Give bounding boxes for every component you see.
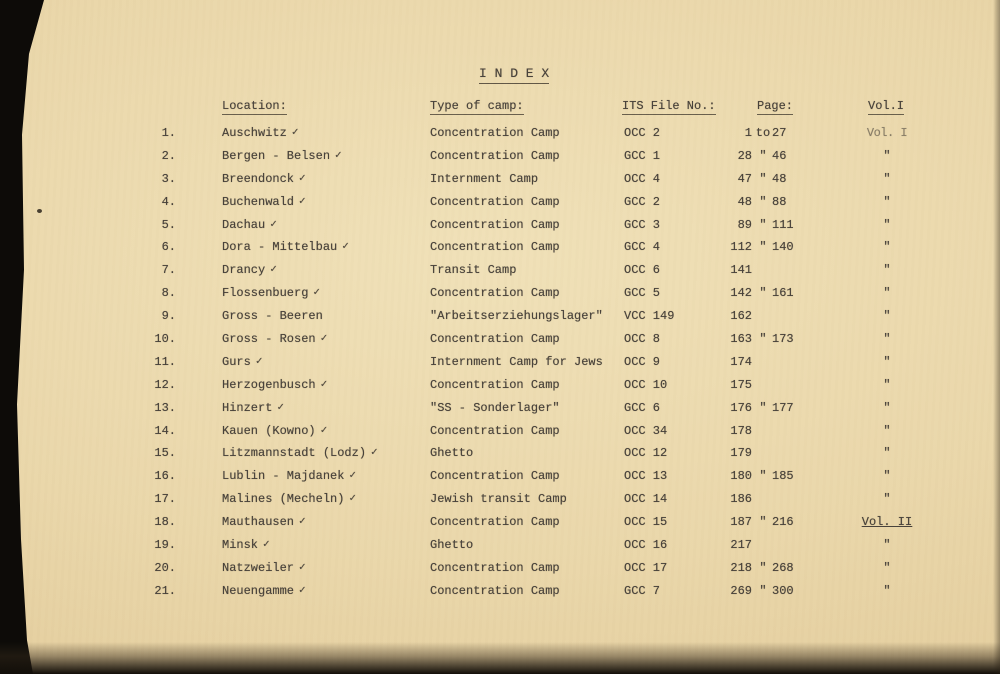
page-separator: " — [759, 194, 767, 209]
index-row — [0, 534, 1000, 557]
page-separator: " — [759, 515, 767, 530]
vol-cell: Vol. II — [861, 515, 913, 530]
scan-edge-right — [993, 0, 1000, 674]
location-cell — [222, 488, 356, 512]
index-row — [0, 282, 1000, 305]
camp-type-cell: Concentration Camp — [430, 240, 560, 255]
vol-cell: " — [883, 469, 891, 484]
page-to-cell: 185 — [772, 469, 794, 484]
page-from-cell: 47 — [737, 171, 752, 186]
row-number: 7. — [161, 263, 176, 278]
page-from-cell: 218 — [730, 560, 752, 575]
column-header-location: Location: — [222, 99, 287, 113]
camp-type-cell: Ghetto — [430, 538, 474, 553]
vol-cell: " — [883, 332, 891, 347]
index-row — [0, 397, 1000, 420]
camp-type-cell: Concentration Camp — [430, 332, 560, 347]
page-from-cell: 142 — [730, 286, 752, 301]
index-row — [0, 305, 1000, 328]
checkmark-icon: ✓ — [277, 401, 285, 414]
file-no-cell: OCC 12 — [624, 446, 668, 461]
page-separator: " — [759, 469, 767, 484]
file-no-cell: GCC 2 — [624, 194, 661, 209]
row-number: 21. — [154, 583, 176, 598]
checkmark-icon: ✓ — [299, 516, 306, 529]
location-cell — [222, 534, 270, 558]
checkmark-icon: ✓ — [270, 218, 277, 231]
row-number: 12. — [154, 377, 176, 392]
location-cell — [222, 122, 298, 146]
index-row — [0, 465, 1000, 488]
checkmark-icon: ✓ — [342, 241, 349, 254]
location-label: Hinzert — [222, 400, 273, 415]
row-number: 1. — [161, 126, 176, 140]
row-number: 19. — [154, 538, 176, 553]
vol-cell: " — [883, 583, 891, 598]
index-row — [0, 374, 1000, 397]
vol-cell: " — [883, 171, 891, 186]
location-cell — [222, 511, 306, 535]
file-no-cell: OCC 13 — [624, 469, 668, 484]
row-number: 8. — [161, 286, 176, 301]
checkmark-icon: ✓ — [349, 470, 357, 483]
vol-cell: " — [883, 309, 891, 324]
checkmark-icon: ✓ — [263, 539, 270, 552]
location-cell — [222, 580, 306, 604]
location-cell — [222, 214, 277, 238]
file-no-cell: GCC 6 — [624, 400, 661, 415]
location-label: Auschwitz — [222, 126, 287, 140]
page-from-cell: 28 — [737, 148, 752, 163]
index-row — [0, 488, 1000, 511]
checkmark-icon: ✓ — [299, 195, 306, 208]
row-number: 6. — [161, 240, 176, 255]
location-label: Gross - Beeren — [222, 309, 323, 324]
camp-type-cell: "Arbeitserziehungslager" — [430, 309, 603, 324]
file-no-cell: GCC 1 — [624, 148, 661, 163]
location-cell — [222, 191, 306, 215]
camp-type-cell: Concentration Camp — [430, 217, 560, 232]
file-no-cell: OCC 4 — [624, 171, 661, 186]
index-row — [0, 580, 1000, 603]
page-from-cell: 163 — [730, 332, 752, 347]
file-no-cell: OCC 10 — [624, 377, 668, 392]
location-cell — [222, 374, 327, 398]
camp-type-cell: Concentration Camp — [430, 126, 560, 140]
page-separator: " — [759, 560, 767, 575]
page-separator: " — [759, 171, 767, 186]
page-from-cell: 217 — [730, 538, 752, 553]
location-cell — [222, 259, 277, 283]
page-to-cell: 88 — [772, 194, 787, 209]
vol-cell: " — [883, 400, 891, 415]
row-number: 9. — [161, 309, 176, 324]
location-label: Dachau — [222, 217, 266, 232]
page-from-cell: 178 — [730, 423, 752, 438]
page-to-cell: 216 — [772, 515, 794, 530]
row-number: 2. — [161, 148, 176, 163]
camp-type-cell: Concentration Camp — [430, 515, 560, 530]
camp-type-cell: Concentration Camp — [430, 583, 560, 598]
location-label: Kauen (Kowno) — [222, 423, 316, 438]
index-row — [0, 214, 1000, 237]
camp-type-cell: Transit Camp — [430, 263, 517, 278]
row-number: 4. — [161, 194, 176, 209]
camp-type-cell: Internment Camp — [430, 171, 539, 186]
column-header-type: Type of camp: — [430, 99, 524, 113]
location-cell — [222, 351, 262, 375]
file-no-cell: GCC 3 — [624, 217, 661, 232]
index-row — [0, 191, 1000, 214]
scan-speck — [37, 209, 42, 213]
location-label: Gross - Rosen — [222, 332, 316, 347]
page-from-cell: 112 — [730, 240, 752, 255]
index-row — [0, 122, 1000, 145]
index-row — [0, 259, 1000, 282]
file-no-cell: OCC 34 — [624, 423, 668, 438]
checkmark-icon: ✓ — [291, 127, 299, 139]
page-separator: " — [759, 148, 767, 163]
location-label: Mauthausen — [222, 515, 295, 530]
index-table — [0, 122, 1000, 603]
page-from-cell: 162 — [730, 309, 752, 324]
location-label: Lublin - Majdanek — [222, 469, 345, 484]
camp-type-cell: Concentration Camp — [430, 560, 560, 575]
checkmark-icon: ✓ — [371, 447, 378, 460]
page-to-cell: 27 — [772, 126, 787, 140]
page-separator: " — [759, 286, 767, 301]
page-from-cell: 269 — [730, 583, 752, 598]
index-row — [0, 351, 1000, 374]
camp-type-cell: Ghetto — [430, 446, 474, 461]
location-label: Minsk — [222, 538, 259, 553]
location-cell — [222, 420, 327, 444]
location-label: Neuengamme — [222, 583, 295, 598]
page-from-cell: 187 — [730, 515, 752, 530]
vol-cell: " — [883, 148, 891, 163]
file-no-cell: GCC 7 — [624, 583, 661, 598]
page-from-cell: 141 — [730, 263, 752, 278]
page-from-cell: 179 — [730, 446, 752, 461]
file-no-cell: OCC 14 — [624, 492, 668, 507]
page-separator: to — [755, 126, 771, 140]
column-header-file-no: ITS File No.: — [622, 99, 716, 113]
page-title: I N D E X — [479, 66, 549, 84]
checkmark-icon: ✓ — [320, 424, 328, 437]
index-row — [0, 511, 1000, 534]
page-to-cell: 161 — [772, 286, 794, 301]
vol-cell: " — [883, 354, 891, 369]
location-cell — [222, 168, 306, 192]
location-label: Drancy — [222, 263, 266, 278]
page-from-cell: 186 — [730, 492, 752, 507]
location-label: Herzogenbusch — [222, 377, 316, 392]
column-header-page: Page: — [757, 99, 794, 113]
checkmark-icon: ✓ — [255, 355, 263, 368]
checkmark-icon: ✓ — [299, 561, 306, 574]
camp-type-cell: Concentration Camp — [430, 286, 560, 301]
location-cell — [222, 465, 356, 489]
camp-type-cell: Concentration Camp — [430, 194, 560, 209]
checkmark-icon: ✓ — [349, 493, 357, 506]
row-number: 14. — [154, 423, 176, 438]
scan-edge-bottom — [0, 642, 1000, 674]
location-cell — [222, 282, 320, 306]
row-number: 10. — [154, 332, 176, 347]
camp-type-cell: Concentration Camp — [430, 469, 560, 484]
location-label: Gurs — [222, 354, 251, 369]
row-number: 15. — [154, 446, 176, 461]
page-from-cell: 176 — [730, 400, 752, 415]
row-number: 16. — [154, 469, 176, 484]
page-to-cell: 300 — [772, 583, 794, 598]
location-cell — [222, 145, 342, 169]
file-no-cell: OCC 16 — [624, 538, 668, 553]
row-number: 13. — [154, 400, 176, 415]
checkmark-icon: ✓ — [320, 333, 328, 346]
page-from-cell: 1 — [744, 126, 752, 140]
location-label: Buchenwald — [222, 194, 295, 209]
location-cell — [222, 442, 378, 466]
camp-type-cell: Jewish transit Camp — [430, 492, 567, 507]
location-label: Bergen - Belsen — [222, 148, 331, 163]
location-label: Litzmannstadt (Lodz) — [222, 446, 367, 461]
vol-cell: " — [883, 492, 891, 507]
file-no-cell: OCC 8 — [624, 332, 661, 347]
page-separator: " — [759, 217, 767, 232]
vol-cell: " — [883, 423, 891, 438]
index-row — [0, 168, 1000, 191]
index-row — [0, 236, 1000, 259]
page-separator: " — [759, 240, 767, 255]
file-no-cell: OCC 6 — [624, 263, 661, 278]
location-cell — [222, 305, 328, 329]
vol-cell: " — [883, 538, 891, 553]
row-number: 17. — [154, 492, 176, 507]
row-number: 20. — [154, 560, 176, 575]
checkmark-icon: ✓ — [313, 287, 321, 300]
vol-cell: " — [883, 377, 891, 392]
camp-type-cell: "SS - Sonderlager" — [430, 400, 560, 415]
page-separator: " — [759, 583, 767, 598]
file-no-cell: OCC 2 — [624, 126, 661, 140]
page-from-cell: 48 — [737, 194, 752, 209]
location-cell — [222, 397, 284, 421]
location-cell — [222, 236, 349, 260]
row-number: 11. — [154, 354, 176, 369]
checkmark-icon: ✓ — [299, 172, 306, 185]
vol-cell: " — [883, 446, 891, 461]
location-label: Dora - Mittelbau — [222, 240, 338, 255]
camp-type-cell: Concentration Camp — [430, 148, 560, 163]
index-row — [0, 145, 1000, 168]
page-to-cell: 111 — [772, 217, 794, 232]
page-from-cell: 180 — [730, 469, 752, 484]
location-cell — [222, 557, 306, 581]
vol-cell: " — [883, 286, 891, 301]
file-no-cell: OCC 15 — [624, 515, 668, 530]
checkmark-icon: ✓ — [299, 584, 306, 597]
page-from-cell: 175 — [730, 377, 752, 392]
row-number: 3. — [161, 171, 176, 186]
file-no-cell: OCC 9 — [624, 354, 661, 369]
page-from-cell: 89 — [737, 217, 752, 232]
file-no-cell: GCC 5 — [624, 286, 661, 301]
index-row — [0, 420, 1000, 443]
location-cell — [222, 328, 327, 352]
checkmark-icon: ✓ — [335, 149, 342, 162]
page-to-cell: 46 — [772, 148, 787, 163]
camp-type-cell: Concentration Camp — [430, 377, 560, 392]
vol-cell: " — [883, 263, 891, 278]
page-to-cell: 48 — [772, 171, 787, 186]
vol-cell: Vol. I — [866, 126, 908, 140]
location-label: Malines (Mecheln) — [222, 492, 345, 507]
camp-type-cell: Internment Camp for Jews — [430, 354, 603, 369]
vol-cell: " — [883, 217, 891, 232]
page-separator: " — [759, 400, 767, 415]
file-no-cell: OCC 17 — [624, 560, 668, 575]
row-number: 5. — [161, 217, 176, 232]
row-number: 18. — [154, 515, 176, 530]
index-row — [0, 442, 1000, 465]
page-to-cell: 173 — [772, 332, 794, 347]
page-from-cell: 174 — [730, 354, 752, 369]
page-to-cell: 140 — [772, 240, 794, 255]
camp-type-cell: Concentration Camp — [430, 423, 560, 438]
column-header-volume: Vol.I — [868, 99, 905, 113]
location-label: Breendonck — [222, 171, 295, 186]
location-label: Flossenbuerg — [222, 286, 309, 301]
checkmark-icon: ✓ — [270, 264, 277, 277]
file-no-cell: GCC 4 — [624, 240, 661, 255]
location-label: Natzweiler — [222, 560, 295, 575]
page-to-cell: 177 — [772, 400, 794, 415]
file-no-cell: VCC 149 — [624, 309, 675, 324]
vol-cell: " — [883, 560, 891, 575]
vol-cell: " — [883, 240, 891, 255]
vol-cell: " — [883, 194, 891, 209]
index-row — [0, 557, 1000, 580]
index-row — [0, 328, 1000, 351]
page-to-cell: 268 — [772, 560, 794, 575]
checkmark-icon: ✓ — [320, 378, 328, 391]
page-separator: " — [759, 332, 767, 347]
